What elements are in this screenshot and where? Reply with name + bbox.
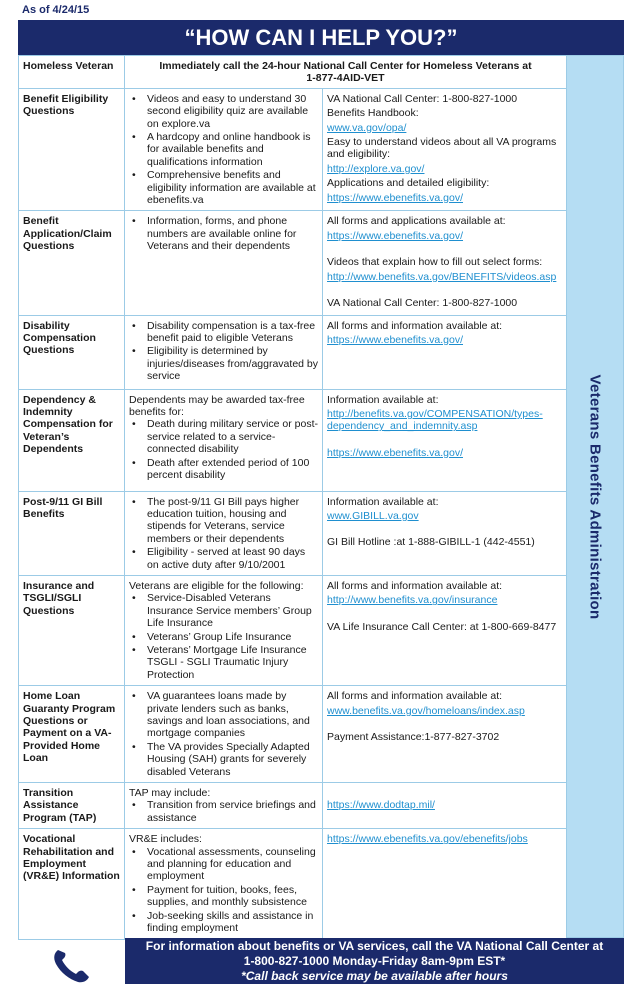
- resource-link[interactable]: http://explore.va.gov/: [327, 162, 425, 175]
- description-cell: [125, 315, 323, 389]
- bullet-item: • Videos and easy to understand 30 second eligibility quiz are available on explore.va: [129, 93, 318, 130]
- bullet-item: • Veterans’ Group Life Insurance: [129, 631, 318, 643]
- bullet-item: • Service-Disabled Veterans Insurance Service members’ Group Life Insurance: [129, 592, 318, 629]
- resource-link[interactable]: http://benefits.va.gov/COMPENSATION/types-dependency_and_indemnity.asp: [327, 407, 543, 433]
- resource-text: GI Bill Hotline :at 1-888-GIBILL-1 (442-4551): [327, 536, 535, 549]
- resources-cell: [323, 575, 567, 685]
- resource-link-line: [327, 408, 562, 433]
- resources-cell: [323, 783, 567, 829]
- bullet-item: • A hardcopy and online handbook is for available benefits and qualifications information: [129, 131, 318, 168]
- table-row: [19, 686, 567, 783]
- resource-link-line: [327, 510, 562, 522]
- resource-text: Benefits Handbook:: [327, 107, 419, 120]
- resource-text: VA Life Insurance Call Center: at 1-800-669-8477: [327, 620, 557, 633]
- bullet-item: • Eligibility is determined by injuries/diseases from/aggravated by service: [129, 345, 318, 382]
- resource-link-line: [327, 271, 562, 283]
- footer-line2: 1-800-827-1000 Monday-Friday 8am-9pm EST*: [243, 954, 506, 968]
- resource-link[interactable]: http://www.benefits.va.gov/BENEFITS/videos.asp: [327, 270, 557, 283]
- table-row: [19, 211, 567, 315]
- description-cell: [125, 829, 323, 939]
- resource-link-line: [327, 122, 562, 134]
- topic-cell: Post-9/11 GI Bill Benefits: [19, 491, 125, 575]
- description-intro: Veterans are eligible for the following:: [129, 579, 304, 592]
- resource-link[interactable]: http://www.benefits.va.gov/insurance: [327, 594, 498, 607]
- resources-cell: [323, 315, 567, 389]
- topic-cell: Dependency & Indemnity Compensation for Veteran’s Dependents: [19, 389, 125, 491]
- description-intro: VR&E includes:: [129, 833, 202, 846]
- resource-link-line: [327, 230, 562, 242]
- resource-link[interactable]: https://www.ebenefits.va.gov/: [327, 446, 463, 459]
- topic-cell: Benefit Eligibility Questions: [19, 88, 125, 211]
- bullet-item: • VA guarantees loans made by private lenders such as banks, savings and loan associations, and mortgage companies: [129, 690, 318, 740]
- phone-icon: [50, 944, 94, 984]
- bullet-list: [129, 320, 318, 383]
- resources-cell: [323, 686, 567, 783]
- topic-cell: Home Loan Guaranty Program Questions or Payment on a VA-Provided Home Loan: [19, 686, 125, 783]
- bullet-item: • Death during military service or post-service related to a service-connected disability: [129, 418, 318, 455]
- resources-cell: [323, 88, 567, 211]
- resource-link[interactable]: www.va.gov/opa/: [327, 121, 407, 134]
- sidebar-label: Veterans Benefits Administration: [586, 374, 604, 619]
- spacer: [327, 609, 562, 619]
- bullet-item: • Transition from service briefings and assistance: [129, 799, 318, 824]
- resource-link-line: [327, 192, 562, 204]
- bullet-item: • Comprehensive benefits and eligibility information are available at ebenefits.va: [129, 169, 318, 206]
- bullet-list: [129, 690, 318, 778]
- description-intro: Dependents may be awarded tax-free benefits for:: [129, 393, 305, 418]
- resource-link-line: [327, 334, 562, 346]
- bullet-item: • Job-seeking skills and assistance in finding employment: [129, 910, 318, 935]
- bullet-list: [129, 418, 318, 481]
- topic-cell: Insurance and TSGLI/SGLI Questions: [19, 575, 125, 685]
- benefits-table: [18, 55, 567, 940]
- spacer: [327, 435, 562, 445]
- bullet-list: [129, 592, 318, 681]
- bullet-item: • Death after extended period of 100 percent disability: [129, 457, 318, 482]
- resource-link[interactable]: https://www.ebenefits.va.gov/: [327, 333, 463, 346]
- resource-link-line: [327, 833, 562, 845]
- resources-cell: [323, 211, 567, 315]
- description-cell: [125, 575, 323, 685]
- resource-link[interactable]: https://www.ebenefits.va.gov/: [327, 191, 463, 204]
- resources-cell: [323, 491, 567, 575]
- footer-banner: [125, 938, 624, 984]
- description-intro: TAP may include:: [129, 787, 211, 800]
- bullet-list: [129, 846, 318, 935]
- resource-text: All forms and applications available at:: [327, 215, 506, 228]
- resource-link[interactable]: https://www.ebenefits.va.gov/ebenefits/jobs: [327, 833, 528, 846]
- description-cell: [125, 211, 323, 315]
- table-row: [19, 389, 567, 491]
- resource-text: Videos that explain how to fill out select forms:: [327, 256, 543, 269]
- resource-text: Information available at:: [327, 495, 439, 508]
- table-row: [19, 491, 567, 575]
- resource-text: Applications and detailed eligibility:: [327, 177, 490, 190]
- bullet-list: [129, 215, 318, 252]
- resource-link-line: [327, 163, 562, 175]
- resource-text: All forms and information available at:: [327, 690, 503, 703]
- table-row: [19, 88, 567, 211]
- description-cell: [125, 88, 323, 211]
- spacer: [327, 524, 562, 534]
- resource-text: Information available at:: [327, 393, 439, 406]
- bullet-item: • Eligibility - served at least 90 days on active duty after 9/10/2001: [129, 546, 318, 571]
- description-cell: [125, 389, 323, 491]
- resource-link[interactable]: https://www.ebenefits.va.gov/: [327, 229, 463, 242]
- topic-cell: Transition Assistance Program (TAP): [19, 783, 125, 829]
- page-title: “HOW CAN I HELP YOU?”: [18, 20, 624, 55]
- spacer: [327, 285, 562, 295]
- resource-link-line: [327, 594, 562, 606]
- resource-link-line: [327, 799, 562, 811]
- resource-text: All forms and information available at:: [327, 319, 503, 332]
- resource-text: Easy to understand videos about all VA programs and eligibility:: [327, 136, 557, 161]
- resource-link[interactable]: https://www.dodtap.mil/: [327, 799, 435, 812]
- homeless-message-line1: Immediately call the 24-hour National Call Center for Homeless Veterans at: [159, 60, 532, 72]
- table-row-homeless: [19, 56, 567, 89]
- bullet-item: • Disability compensation is a tax-free benefit paid to eligible Veterans: [129, 320, 318, 345]
- footer-line1: For information about benefits or VA services, call the VA National Call Center at: [145, 939, 604, 953]
- table-row: [19, 315, 567, 389]
- table-row: [19, 829, 567, 939]
- spacer: [327, 787, 562, 797]
- as-of-date: As of 4/24/15: [22, 4, 90, 16]
- resources-cell: [323, 829, 567, 939]
- homeless-hotline: 1-877-4AID-VET: [306, 72, 385, 85]
- resource-text: VA National Call Center: 1-800-827-1000: [327, 297, 518, 310]
- resource-text: All forms and information available at:: [327, 579, 503, 592]
- bullet-item: • The post-9/11 GI Bill pays higher education tuition, housing and stipends for Veterans, service members or their dependents: [129, 496, 318, 546]
- bullet-list: [129, 799, 318, 824]
- spacer: [327, 719, 562, 729]
- topic-cell: Homeless Veteran: [19, 56, 125, 89]
- bullet-item: • The VA provides Specially Adapted Housing (SAH) grants for severely disabled Veterans: [129, 741, 318, 778]
- bullet-item: • Veterans’ Mortgage Life Insurance TSGLI - SGLI Traumatic Injury Protection: [129, 644, 318, 681]
- spacer: [327, 244, 562, 254]
- bullet-item: • Payment for tuition, books, fees, supplies, and monthly subsistence: [129, 884, 318, 909]
- description-cell: [125, 491, 323, 575]
- sidebar-vba: [566, 55, 624, 938]
- resource-link-line: [327, 705, 562, 717]
- homeless-message: [125, 56, 567, 89]
- bullet-list: [129, 496, 318, 571]
- resources-cell: [323, 389, 567, 491]
- resource-link-line: [327, 447, 562, 459]
- topic-cell: Benefit Application/Claim Questions: [19, 211, 125, 315]
- resource-text: Payment Assistance:1-877-827-3702: [327, 731, 500, 743]
- table-row: [19, 783, 567, 829]
- bullet-item: • Vocational assessments, counseling and planning for education and employment: [129, 846, 318, 883]
- footer-line3: *Call back service may be available after hours: [241, 969, 508, 983]
- resource-link[interactable]: www.GIBILL.va.gov: [327, 509, 419, 522]
- bullet-item: • Information, forms, and phone numbers are available online for Veterans and their dependents: [129, 215, 318, 252]
- resource-link[interactable]: www.benefits.va.gov/homeloans/index.asp: [327, 704, 525, 717]
- topic-cell: Vocational Rehabilitation and Employment (VR&E) Information: [19, 829, 125, 939]
- description-cell: [125, 686, 323, 783]
- table-row: [19, 575, 567, 685]
- topic-cell: Disability Compensation Questions: [19, 315, 125, 389]
- description-cell: [125, 783, 323, 829]
- bullet-list: [129, 93, 318, 207]
- resource-text: VA National Call Center: 1-800-827-1000: [327, 92, 518, 105]
